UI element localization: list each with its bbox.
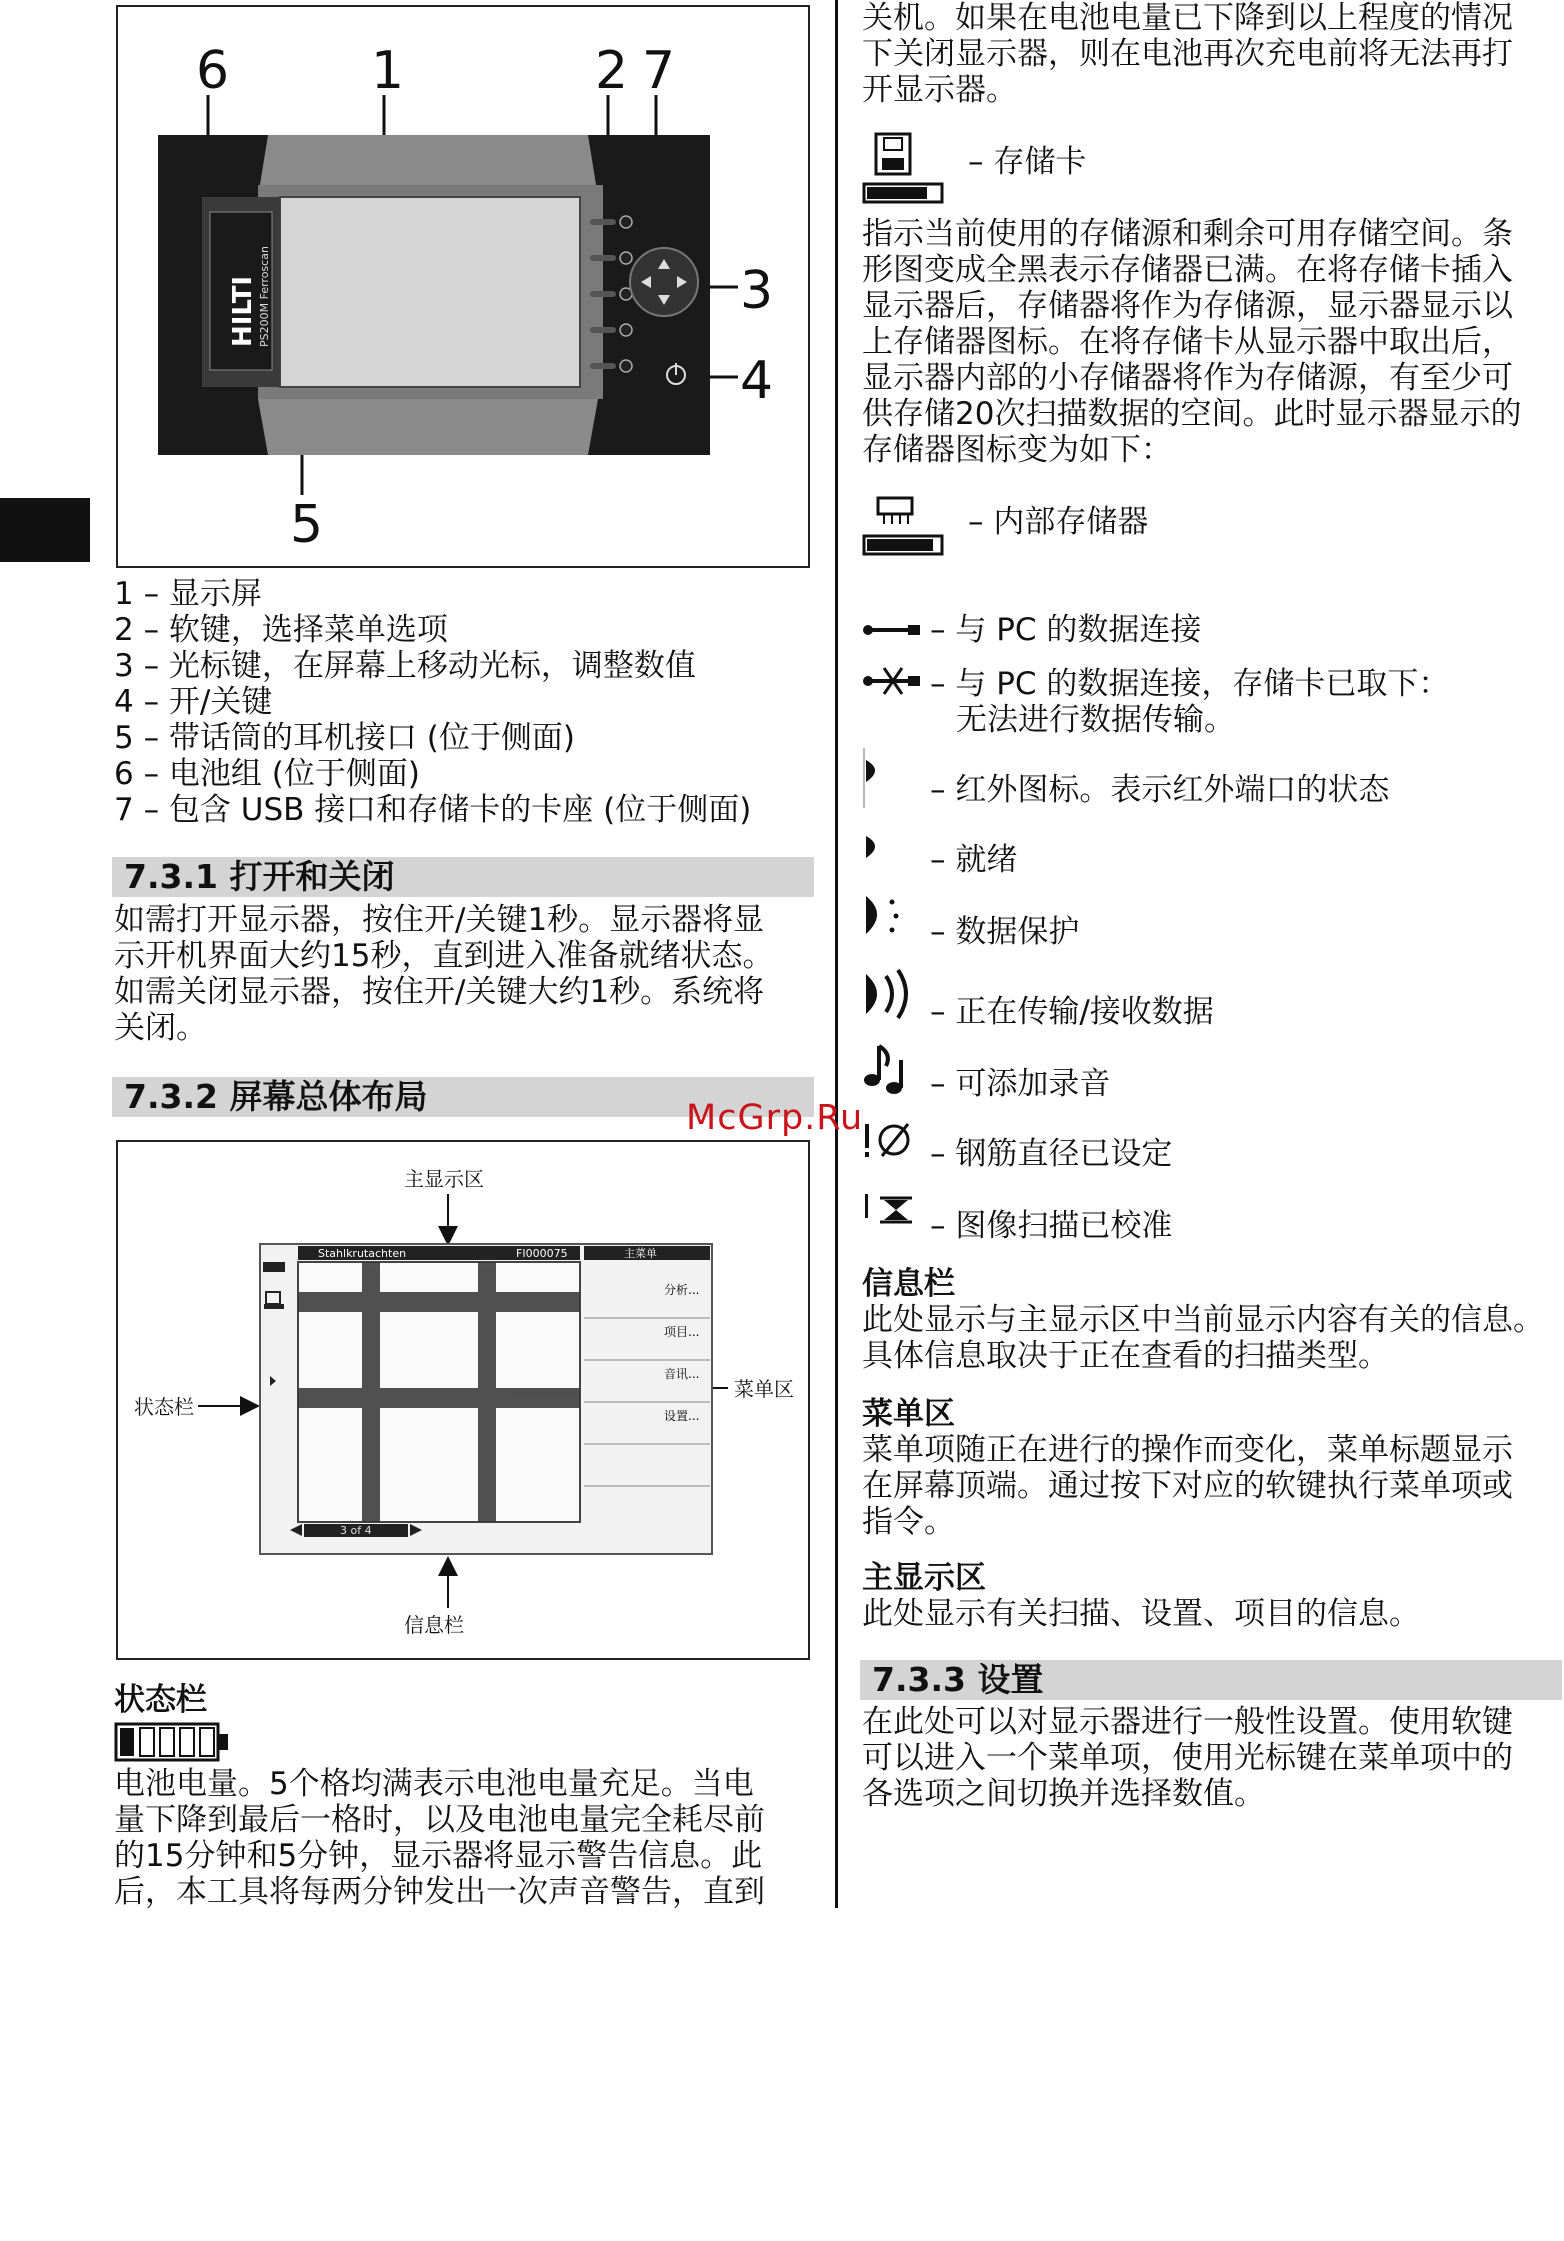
- text-line: 后，本工具将每两分钟发出一次声音警告，直到: [114, 1874, 765, 1910]
- text-line: 关机。如果在电池电量已下降到以上程度的情况: [862, 0, 1513, 36]
- text-line: 示开机界面大约15秒，直到进入准备就绪状态。: [114, 938, 774, 974]
- device-illustration: [118, 7, 808, 566]
- text-line: 形图变成全黑表示存储器已满。在将存储卡插入: [862, 252, 1513, 288]
- menu-item-project: 项目...: [664, 1325, 700, 1339]
- menu-item-audio: 音讯...: [664, 1367, 700, 1381]
- text-line: 指令。: [862, 1504, 955, 1540]
- label-status-bar: 状态栏: [134, 1395, 194, 1419]
- text-line: 上存储器图标。在将存储卡从显示器中取出后，: [862, 324, 1513, 360]
- side-tab-marker: [0, 498, 90, 562]
- screen-id: FI000075: [516, 1247, 568, 1260]
- memory-card-icon: [862, 132, 946, 212]
- battery-icon: [114, 1720, 234, 1764]
- callout-6: 6: [196, 41, 230, 101]
- text-line: 此处显示与主显示区中当前显示内容有关的信息。: [862, 1302, 1544, 1338]
- data-protection-icon: [862, 890, 902, 944]
- section-7-3-2-title: 7.3.2 屏幕总体布局: [112, 1077, 814, 1117]
- main-display-body: [862, 1596, 1562, 1632]
- menu-item-settings: 设置...: [664, 1409, 700, 1423]
- svg-text:PS200M Ferroscan: PS200M Ferroscan: [258, 246, 271, 347]
- internal-memory-label: – 内部存储器: [968, 504, 1149, 540]
- text-line: 可以进入一个菜单项，使用光标键在菜单项中的: [862, 1740, 1513, 1776]
- battery-text-continued: [862, 0, 1562, 108]
- text-line: 电池电量。5个格均满表示电池电量充足。当电: [114, 1766, 754, 1802]
- text-line: 量下降到最后一格时，以及电池电量完全耗尽前: [114, 1802, 765, 1838]
- section-7-3-3-title: 7.3.3 设置: [860, 1660, 1562, 1700]
- screen-layout-figure: [116, 1140, 810, 1660]
- text-line: 如需打开显示器，按住开/关键1秒。显示器将显: [114, 902, 765, 938]
- callout-1: 1: [371, 41, 405, 101]
- callout-4: 4: [740, 351, 774, 411]
- scan-calibrated-icon: [862, 1186, 922, 1236]
- ir-label: – 红外图标。表示红外端口的状态: [930, 772, 1390, 808]
- svg-text:HILTI: HILTI: [228, 275, 258, 347]
- text-line: 下关闭显示器，则在电池再次充电前将无法再打: [862, 36, 1513, 72]
- label-main-display: 主显示区: [404, 1167, 484, 1191]
- text-line: 存储器图标变为如下：: [862, 432, 1172, 468]
- data-protection-label: – 数据保护: [930, 914, 1080, 950]
- status-bar-body: [114, 1766, 824, 1910]
- legend-item-5: 5 – 带话筒的耳机接口 (位于侧面): [114, 720, 575, 756]
- device-figure: [116, 5, 810, 568]
- data-transfer-icon: [862, 964, 922, 1028]
- menu-title: 主菜单: [624, 1247, 657, 1260]
- label-menu-area: 菜单区: [734, 1377, 794, 1401]
- rebar-diameter-label: – 钢筋直径已设定: [930, 1136, 1173, 1172]
- ready-label: – 就绪: [930, 842, 1018, 878]
- section-7-3-3-body: [862, 1704, 1562, 1812]
- scan-calibrated-label: – 图像扫描已校准: [930, 1208, 1173, 1244]
- text-line: 在此处可以对显示器进行一般性设置。使用软键: [862, 1704, 1513, 1740]
- data-transfer-label: – 正在传输/接收数据: [930, 994, 1214, 1030]
- menu-area-heading: 菜单区: [862, 1396, 955, 1432]
- screen-title: Stahlkrutachten: [318, 1247, 407, 1260]
- ready-icon: [862, 830, 892, 870]
- text-line: 显示器后，存储器将作为存储源，显示器显示以: [862, 288, 1513, 324]
- text-line: 指示当前使用的存储源和剩余可用存储空间。条: [862, 216, 1513, 252]
- pc-connection-no-card-icon: [862, 664, 922, 698]
- page-indicator: 3 of 4: [340, 1524, 372, 1537]
- legend-item-6: 6 – 电池组 (位于侧面): [114, 756, 420, 792]
- section-7-3-1-body: [114, 902, 824, 1046]
- ir-icon: [862, 748, 892, 808]
- callout-7: 7: [642, 41, 676, 101]
- legend-item-4: 4 – 开/关键: [114, 684, 273, 720]
- memory-card-body: [862, 216, 1562, 468]
- text-line: 的15分钟和5分钟，显示器将显示警告信息。此: [114, 1838, 763, 1874]
- callout-5: 5: [290, 495, 324, 555]
- text-line: 供存储20次扫描数据的空间。此时显示器显示的: [862, 396, 1522, 432]
- legend-item-3: 3 – 光标键，在屏幕上移动光标，调整数值: [114, 648, 696, 684]
- audio-label: – 可添加录音: [930, 1066, 1111, 1102]
- text-line: 具体信息取决于正在查看的扫描类型。: [862, 1338, 1389, 1374]
- screen-illustration: [118, 1142, 808, 1658]
- legend-item-2: 2 – 软键，选择菜单选项: [114, 612, 448, 648]
- menu-area-body: [862, 1432, 1562, 1540]
- legend-item-7: 7 – 包含 USB 接口和存储卡的卡座 (位于侧面): [114, 792, 752, 828]
- section-7-3-1-title: 7.3.1 打开和关闭: [112, 857, 814, 897]
- text-line: 在屏幕顶端。通过按下对应的软键执行菜单项或: [862, 1468, 1513, 1504]
- info-bar-heading: 信息栏: [862, 1266, 955, 1302]
- pc-connection-icon: [862, 618, 922, 642]
- text-line: 各选项之间切换并选择数值。: [862, 1776, 1265, 1812]
- callout-2: 2: [595, 41, 629, 101]
- label-info-bar: 信息栏: [404, 1613, 464, 1637]
- column-divider: [835, 0, 838, 1908]
- text-line: 显示器内部的小存储器将作为存储源，有至少可: [862, 360, 1513, 396]
- pc-connection-no-card-label-2: 无法进行数据传输。: [956, 702, 1235, 738]
- legend-item-1: 1 – 显示屏: [114, 576, 262, 612]
- rebar-diameter-icon: [862, 1118, 922, 1164]
- callout-3: 3: [740, 261, 774, 321]
- text-line: 如需关闭显示器，按住开/关键大约1秒。系统将: [114, 974, 765, 1010]
- pc-connection-label: – 与 PC 的数据连接: [930, 612, 1202, 648]
- internal-memory-icon: [862, 492, 946, 564]
- text-line: 关闭。: [114, 1010, 207, 1046]
- text-line: 开显示器。: [862, 72, 1017, 108]
- watermark: McGrp.Ru: [686, 1098, 864, 1138]
- pc-connection-no-card-label: – 与 PC 的数据连接，存储卡已取下：: [930, 666, 1450, 702]
- memory-card-label: – 存储卡: [968, 144, 1087, 180]
- audio-note-icon: [862, 1040, 912, 1098]
- text-line: 菜单项随正在进行的操作而变化，菜单标题显示: [862, 1432, 1513, 1468]
- status-bar-heading: 状态栏: [114, 1682, 207, 1718]
- text-line: 此处显示有关扫描、设置、项目的信息。: [862, 1596, 1420, 1632]
- main-display-heading: 主显示区: [862, 1560, 986, 1596]
- menu-item-analysis: 分析...: [664, 1283, 700, 1297]
- info-bar-body: [862, 1302, 1562, 1374]
